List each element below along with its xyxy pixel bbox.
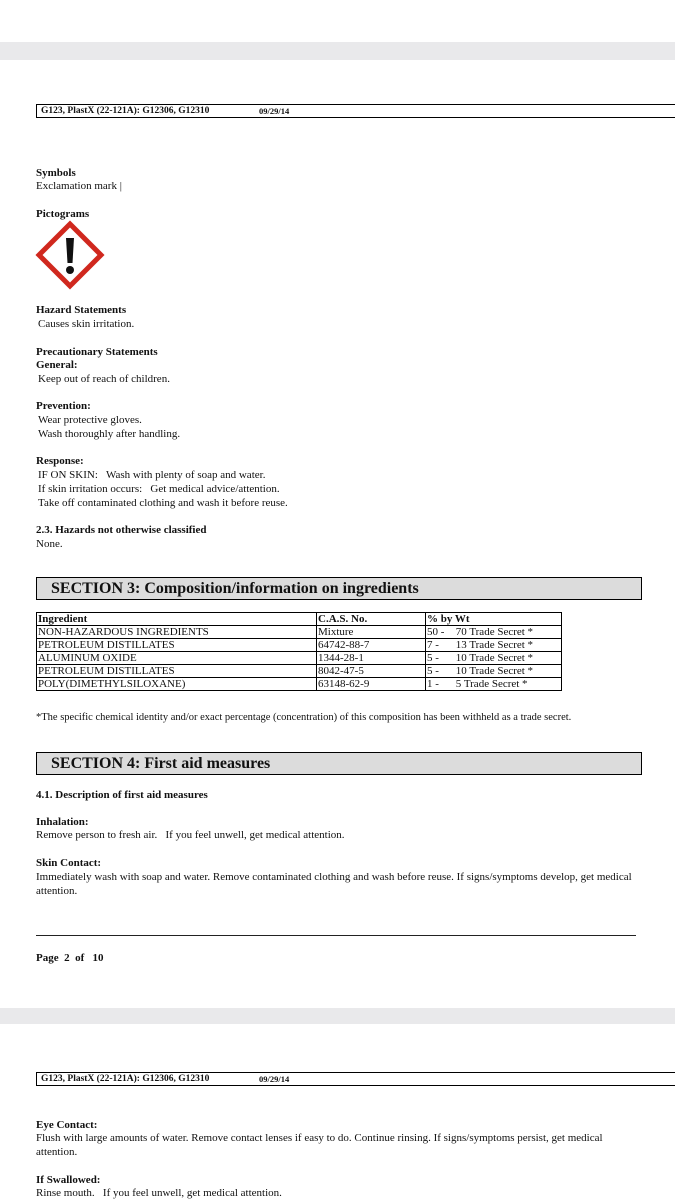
- precautionary-heading: Precautionary Statements: [36, 346, 158, 358]
- inhalation-text: Remove person to fresh air. If you feel unwell, get medical attention.: [36, 829, 345, 841]
- next-document-page: [0, 1024, 675, 1200]
- pictograms-heading: Pictograms: [36, 208, 90, 220]
- skin-contact-text: Immediately wash with soap and water. Remove contaminated clothing and wash before reuse. If signs/symptoms develop, get medical attention.: [36, 871, 632, 897]
- table-header-row: [37, 613, 562, 626]
- first-aid-subheading: 4.1. Description of first aid measures: [36, 789, 208, 801]
- hazards-other-text: None.: [36, 538, 63, 550]
- section4-title: SECTION 4: First aid measures: [51, 755, 271, 772]
- prevention-line: Wash thoroughly after handling.: [38, 428, 181, 440]
- header-doc-id: G123, PlastX (22-121A): G12306, G12310: [41, 1074, 210, 1084]
- trade-secret-note: Trade Secret *: [469, 626, 534, 638]
- ingredient-cell: NON-HAZARDOUS INGREDIENTS: [37, 626, 317, 639]
- swallowed-text: Rinse mouth. If you feel unwell, get medical attention.: [36, 1187, 282, 1199]
- prevention-line: Wear protective gloves.: [38, 414, 142, 426]
- percent-low: 5 -: [427, 652, 439, 664]
- ingredient-cell: PETROLEUM DISTILLATES: [37, 639, 317, 652]
- percent-high: 10: [455, 665, 467, 677]
- swallowed-label: If Swallowed:: [36, 1174, 101, 1186]
- percent-high: 70: [455, 626, 467, 638]
- symbols-heading: Symbols: [36, 167, 76, 179]
- page-header: [36, 1072, 675, 1086]
- ingredients-table: [36, 612, 562, 691]
- percent-cell: [426, 626, 562, 639]
- percent-low: 50 -: [427, 626, 445, 638]
- header-date: 09/29/14: [259, 106, 290, 116]
- trade-secret-note: Trade Secret *: [469, 652, 534, 664]
- percent-low: 7 -: [427, 639, 439, 651]
- cas-cell: Mixture: [317, 626, 426, 639]
- trade-secret-note: Trade Secret *: [469, 665, 534, 677]
- hazard-heading: Hazard Statements: [36, 304, 127, 316]
- cas-cell: 8042-47-5: [317, 665, 426, 678]
- exclamation-mark-icon: [35, 220, 105, 290]
- ingredient-cell: POLY(DIMETHYLSILOXANE): [37, 678, 317, 691]
- table-row: [37, 626, 562, 639]
- table-row: [37, 678, 562, 691]
- percent-high: 13: [455, 639, 467, 651]
- percent-cell: [426, 665, 562, 678]
- column-header-percent: % by Wt: [426, 613, 562, 626]
- table-row: [37, 652, 562, 665]
- table-row: [37, 639, 562, 652]
- percent-low: 1 -: [427, 678, 439, 690]
- page-of-label: of: [75, 952, 85, 964]
- percent-high: 10: [455, 652, 467, 664]
- hazards-other-heading: 2.3. Hazards not otherwise classified: [36, 524, 207, 536]
- document-page: [0, 60, 675, 1008]
- response-line: IF ON SKIN: Wash with plenty of soap and water.: [38, 469, 266, 481]
- percent-cell: [426, 678, 562, 691]
- section3-title-bar: [36, 577, 642, 600]
- response-line: Take off contaminated clothing and wash it before reuse.: [38, 497, 288, 509]
- ingredient-cell: PETROLEUM DISTILLATES: [37, 665, 317, 678]
- trade-secret-footnote: *The specific chemical identity and/or exact percentage (concentration) of this composition has been withheld as a trade secret.: [36, 712, 572, 723]
- trade-secret-note: Trade Secret *: [469, 639, 534, 651]
- table-row: [37, 665, 562, 678]
- percent-cell: [426, 639, 562, 652]
- footer-divider: [36, 935, 636, 936]
- general-label: General:: [36, 359, 78, 371]
- eye-contact-text: Flush with large amounts of water. Remove contact lenses if easy to do. Continue rinsing. If signs/symptoms persist, get medical attention.: [36, 1132, 603, 1158]
- page-number: [36, 951, 104, 965]
- percent-low: 5 -: [427, 665, 439, 677]
- cas-cell: 64742-88-7: [317, 639, 426, 652]
- page-label: Page: [36, 952, 59, 964]
- response-line: If skin irritation occurs: Get medical advice/attention.: [38, 483, 280, 495]
- eye-contact-label: Eye Contact:: [36, 1119, 98, 1131]
- percent-high: 5: [455, 678, 462, 690]
- response-label: Response:: [36, 455, 84, 467]
- skin-contact-label: Skin Contact:: [36, 857, 102, 869]
- section4-title-bar: [36, 752, 642, 775]
- previous-page-bottom: [0, 0, 675, 42]
- page-header: [36, 104, 675, 118]
- general-text: Keep out of reach of children.: [38, 373, 170, 385]
- hazard-text: Causes skin irritation.: [38, 318, 135, 330]
- percent-cell: [426, 652, 562, 665]
- page-current: 2: [64, 952, 70, 964]
- trade-secret-note: Trade Secret *: [463, 678, 528, 690]
- prevention-label: Prevention:: [36, 400, 91, 412]
- page-total: 10: [92, 952, 104, 964]
- header-date: 09/29/14: [259, 1074, 290, 1084]
- cas-cell: 63148-62-9: [317, 678, 426, 691]
- cas-cell: 1344-28-1: [317, 652, 426, 665]
- inhalation-label: Inhalation:: [36, 816, 89, 828]
- header-doc-id: G123, PlastX (22-121A): G12306, G12310: [41, 106, 210, 116]
- section3-title: SECTION 3: Composition/information on ingredients: [51, 580, 419, 597]
- ingredient-cell: ALUMINUM OXIDE: [37, 652, 317, 665]
- symbols-value: Exclamation mark |: [36, 180, 122, 192]
- column-header-cas: C.A.S. No.: [317, 613, 426, 626]
- column-header-ingredient: Ingredient: [37, 613, 317, 626]
